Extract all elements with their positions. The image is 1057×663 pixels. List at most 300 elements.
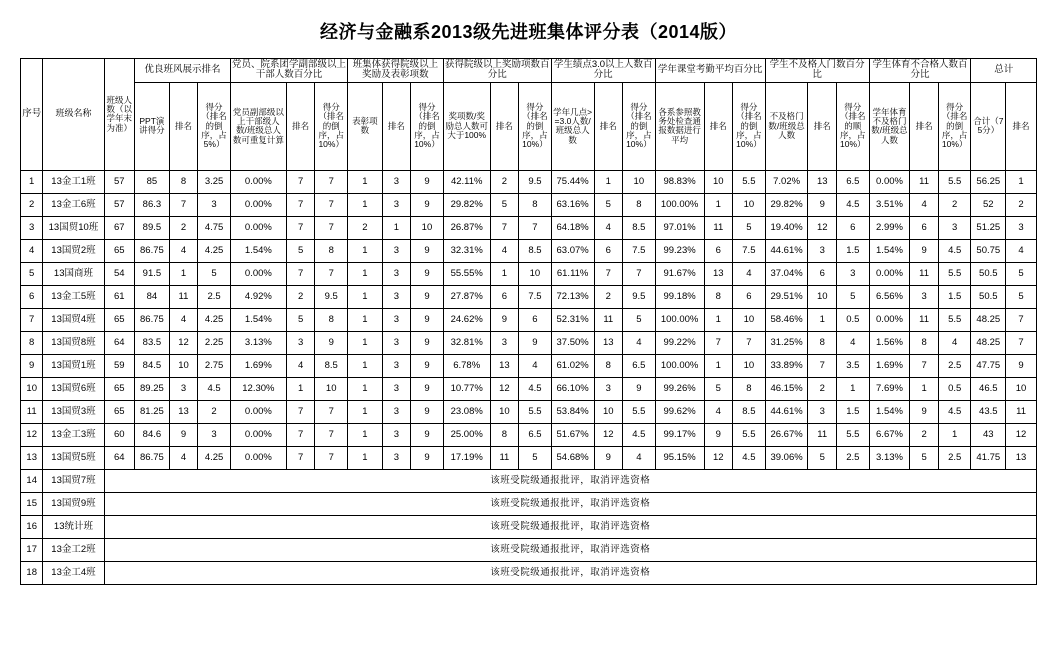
row-cell: 9: [169, 423, 198, 446]
row-cell: 4.5: [198, 377, 231, 400]
row-cell: 43.5: [971, 400, 1006, 423]
row-cell: 8: [704, 285, 733, 308]
row-cell: 5: [198, 262, 231, 285]
row-class-name: 13国贸7班: [43, 469, 104, 492]
row-class-name: 13金工5班: [43, 285, 104, 308]
row-cell: 4.5: [733, 446, 766, 469]
row-cell: 13: [704, 262, 733, 285]
row-cell: 7: [315, 400, 348, 423]
col-score-1: 得分（排名的倒序，占5%）: [198, 82, 231, 170]
row-cell: 9: [411, 285, 444, 308]
table-row-disqualified: [21, 561, 1037, 584]
row-class-name: 13金工2班: [43, 538, 104, 561]
row-cell: 91.67%: [655, 262, 704, 285]
row-cell: 9: [411, 446, 444, 469]
col-score-8: 得分（排名的倒序，占10%）: [938, 82, 971, 170]
row-cell: 55.55%: [443, 262, 490, 285]
row-cell: 3: [836, 262, 869, 285]
row-cell: 2: [286, 285, 315, 308]
row-cell: 3: [169, 377, 198, 400]
row-cell: 11: [169, 285, 198, 308]
row-class-name: 13国贸8班: [43, 331, 104, 354]
row-cell: 50.5: [971, 262, 1006, 285]
row-cell: 3: [286, 331, 315, 354]
row-cell: 32.31%: [443, 239, 490, 262]
row-cell: 10: [1006, 377, 1037, 400]
col-rank-3: 排名: [382, 82, 411, 170]
row-cell: 99.18%: [655, 285, 704, 308]
row-student-count: 60: [104, 423, 135, 446]
row-cell: 25.00%: [443, 423, 490, 446]
row-cell: 39.06%: [765, 446, 808, 469]
row-class-name: 13国贸6班: [43, 377, 104, 400]
row-cell: 24.62%: [443, 308, 490, 331]
row-cell: 7: [315, 446, 348, 469]
score-table-container: [0, 58, 1057, 585]
row-cell: 9: [411, 400, 444, 423]
row-student-count: 54: [104, 262, 135, 285]
row-cell: 11: [910, 170, 939, 193]
row-class-name: 13国贸4班: [43, 308, 104, 331]
row-cell: 7: [286, 446, 315, 469]
row-student-count: 64: [104, 446, 135, 469]
row-cell: 3: [382, 423, 411, 446]
table-row: [21, 262, 1037, 285]
row-class-name: 13金工4班: [43, 561, 104, 584]
row-cell: 6.67%: [869, 423, 910, 446]
col-awards-count: 表彰项数: [348, 82, 383, 170]
col-rank-6: 排名: [704, 82, 733, 170]
row-cell: 3: [910, 285, 939, 308]
row-cell: 100.00%: [655, 193, 704, 216]
row-cell: 4: [623, 331, 656, 354]
row-cell: 56.25: [971, 170, 1006, 193]
row-cell: 98.83%: [655, 170, 704, 193]
row-cell: 1.56%: [869, 331, 910, 354]
row-cell: 4.25: [198, 239, 231, 262]
row-cell: 7: [315, 170, 348, 193]
row-seq: 12: [21, 423, 43, 446]
row-cell: 6.5: [836, 170, 869, 193]
row-cell: 4.5: [836, 193, 869, 216]
row-cell: 100.00%: [655, 308, 704, 331]
row-student-count: 59: [104, 354, 135, 377]
table-row: [21, 400, 1037, 423]
group-attendance: 学年课堂考勤平均百分比: [655, 59, 765, 83]
row-cell: 5: [704, 377, 733, 400]
row-cell: 4: [623, 446, 656, 469]
row-cell: 99.26%: [655, 377, 704, 400]
row-cell: 5.5: [623, 400, 656, 423]
table-row: [21, 354, 1037, 377]
row-cell: 3: [382, 193, 411, 216]
row-cell: 1: [348, 446, 383, 469]
row-class-name: 13国贸5班: [43, 446, 104, 469]
row-cell: 7: [733, 331, 766, 354]
row-cell: 11: [704, 216, 733, 239]
row-class-name: 13国贸2班: [43, 239, 104, 262]
col-score-6: 得分（排名的倒序，占10%）: [733, 82, 766, 170]
header-group-row: [21, 59, 1037, 83]
row-cell: 63.07%: [551, 239, 594, 262]
row-cell: 6.5: [623, 354, 656, 377]
col-gpa-ratio: 学年几点>=3.0人数/班级总人数: [551, 82, 594, 170]
row-cell: 1: [910, 377, 939, 400]
row-cell: 11: [808, 423, 837, 446]
row-cell: 1: [348, 400, 383, 423]
row-cell: 6: [519, 308, 552, 331]
group-pe-ratio: 学生体育不合格人数百分比: [869, 59, 971, 83]
row-cell: 9.5: [315, 285, 348, 308]
row-cell: 5.5: [733, 170, 766, 193]
row-cell: 4: [938, 331, 971, 354]
row-cell: 2.5: [938, 354, 971, 377]
row-cell: 7.5: [623, 239, 656, 262]
row-cell: 37.04%: [765, 262, 808, 285]
row-cell: 8.5: [519, 239, 552, 262]
row-cell: 6: [836, 216, 869, 239]
row-cell: 5: [733, 216, 766, 239]
row-cell: 7: [286, 400, 315, 423]
row-cell: 5: [286, 239, 315, 262]
col-attendance: 各系参照教务处检查通报数据进行平均: [655, 82, 704, 170]
row-cell: 7: [1006, 308, 1037, 331]
col-score-2: 得分（排名的倒序，占10%）: [315, 82, 348, 170]
row-cell: 32.81%: [443, 331, 490, 354]
row-cell: 7.5: [519, 285, 552, 308]
row-student-count: 65: [104, 239, 135, 262]
row-cell: 72.13%: [551, 285, 594, 308]
row-student-count: 64: [104, 331, 135, 354]
row-cell: 9: [411, 331, 444, 354]
row-cell: 9: [411, 377, 444, 400]
row-cell: 7: [315, 262, 348, 285]
row-cell: 7.5: [733, 239, 766, 262]
row-cell: 10: [315, 377, 348, 400]
row-cell: 8: [623, 193, 656, 216]
row-cell: 12: [594, 423, 623, 446]
row-cell: 2: [808, 377, 837, 400]
row-cell: 86.75: [135, 446, 170, 469]
row-cell: 1.5: [938, 285, 971, 308]
row-class-name: 13国商班: [43, 262, 104, 285]
row-cell: 83.5: [135, 331, 170, 354]
header-sub-row-1: [21, 82, 1037, 170]
row-cell: 9: [910, 400, 939, 423]
row-cell: 10: [704, 170, 733, 193]
row-cell: 13: [169, 400, 198, 423]
row-cell: 7: [315, 423, 348, 446]
row-cell: 0.00%: [230, 216, 286, 239]
row-cell: 10: [411, 216, 444, 239]
row-seq: 16: [21, 515, 43, 538]
row-student-count: 57: [104, 170, 135, 193]
row-cell: 10: [490, 400, 519, 423]
row-seq: 8: [21, 331, 43, 354]
row-cell: 58.46%: [765, 308, 808, 331]
row-cell: 4: [169, 446, 198, 469]
row-disqualified-note: 该班受院级通报批评，取消评选资格: [104, 538, 1036, 561]
row-cell: 1: [704, 193, 733, 216]
col-rank-1: 排名: [169, 82, 198, 170]
row-cell: 86.3: [135, 193, 170, 216]
row-cell: 3: [382, 239, 411, 262]
row-cell: 3: [382, 400, 411, 423]
row-student-count: 61: [104, 285, 135, 308]
row-seq: 1: [21, 170, 43, 193]
row-cell: 8: [594, 354, 623, 377]
row-cell: 9: [519, 331, 552, 354]
row-cell: 52.31%: [551, 308, 594, 331]
col-rank-2: 排名: [286, 82, 315, 170]
row-disqualified-note: 该班受院级通报批评，取消评选资格: [104, 561, 1036, 584]
row-cell: 6: [704, 239, 733, 262]
row-seq: 17: [21, 538, 43, 561]
row-seq: 18: [21, 561, 43, 584]
row-cell: 1: [704, 354, 733, 377]
row-cell: 3: [382, 170, 411, 193]
score-table: [20, 58, 1037, 585]
row-cell: 2.25: [198, 331, 231, 354]
row-student-count: 57: [104, 193, 135, 216]
row-cell: 1: [1006, 170, 1037, 193]
row-cell: 84.6: [135, 423, 170, 446]
row-cell: 10: [594, 400, 623, 423]
table-row-disqualified: [21, 492, 1037, 515]
row-cell: 0.00%: [869, 170, 910, 193]
document-page: [0, 18, 1057, 663]
row-cell: 4: [836, 331, 869, 354]
table-row: [21, 423, 1037, 446]
row-cell: 8.5: [315, 354, 348, 377]
row-cell: 64.18%: [551, 216, 594, 239]
col-rank-7: 排名: [808, 82, 837, 170]
row-cell: 99.17%: [655, 423, 704, 446]
table-row-disqualified: [21, 469, 1037, 492]
row-cell: 9: [910, 239, 939, 262]
row-cell: 5: [286, 308, 315, 331]
row-cell: 8: [169, 170, 198, 193]
row-cell: 12.30%: [230, 377, 286, 400]
row-seq: 3: [21, 216, 43, 239]
row-cell: 10: [623, 170, 656, 193]
row-cell: 3: [808, 239, 837, 262]
row-cell: 37.50%: [551, 331, 594, 354]
page-title: 经济与金融系2013级先进班集体评分表（2014版）: [319, 22, 738, 42]
row-cell: 7.02%: [765, 170, 808, 193]
row-cell: 5: [623, 308, 656, 331]
row-cell: 0.5: [938, 377, 971, 400]
row-seq: 5: [21, 262, 43, 285]
row-cell: 0.00%: [869, 262, 910, 285]
row-cell: 9: [411, 262, 444, 285]
row-cell: 9: [623, 377, 656, 400]
col-cadre-ratio: 党员副部级以上干部级人数/班级总人数可重复计算: [230, 82, 286, 170]
row-cell: 1.54%: [869, 400, 910, 423]
row-disqualified-note: 该班受院级通报批评，取消评选资格: [104, 469, 1036, 492]
row-cell: 54.68%: [551, 446, 594, 469]
col-fail-ratio: 不及格门数/班级总人数: [765, 82, 808, 170]
row-cell: 85: [135, 170, 170, 193]
row-cell: 9: [490, 308, 519, 331]
row-cell: 7: [169, 193, 198, 216]
row-cell: 4: [704, 400, 733, 423]
row-cell: 8: [315, 308, 348, 331]
row-cell: 29.51%: [765, 285, 808, 308]
row-cell: 4.25: [198, 446, 231, 469]
row-cell: 33.89%: [765, 354, 808, 377]
row-cell: 1: [348, 308, 383, 331]
row-cell: 17.19%: [443, 446, 490, 469]
row-cell: 8: [519, 193, 552, 216]
row-cell: 13: [808, 170, 837, 193]
row-class-name: 13统计班: [43, 515, 104, 538]
table-row: [21, 331, 1037, 354]
col-rank-5: 排名: [594, 82, 623, 170]
row-cell: 3: [382, 308, 411, 331]
row-cell: 11: [1006, 400, 1037, 423]
row-cell: 51.25: [971, 216, 1006, 239]
row-cell: 5: [808, 446, 837, 469]
row-cell: 86.75: [135, 239, 170, 262]
row-cell: 1: [169, 262, 198, 285]
group-fail-ratio: 学生不及格人门数百分比: [765, 59, 869, 83]
row-cell: 2.5: [938, 446, 971, 469]
row-cell: 5: [594, 193, 623, 216]
row-cell: 13: [490, 354, 519, 377]
col-student-count: 班级人数（以学年末为准）: [104, 59, 135, 171]
row-cell: 6: [910, 216, 939, 239]
row-cell: 1: [704, 308, 733, 331]
row-cell: 1: [348, 170, 383, 193]
col-rank-4: 排名: [490, 82, 519, 170]
row-cell: 31.25%: [765, 331, 808, 354]
row-cell: 86.75: [135, 308, 170, 331]
row-cell: 4: [594, 216, 623, 239]
row-cell: 10.77%: [443, 377, 490, 400]
row-seq: 11: [21, 400, 43, 423]
table-row: [21, 285, 1037, 308]
row-cell: 42.11%: [443, 170, 490, 193]
row-seq: 13: [21, 446, 43, 469]
row-cell: 44.61%: [765, 239, 808, 262]
row-cell: 0.00%: [230, 170, 286, 193]
row-cell: 9: [411, 423, 444, 446]
row-cell: 2: [490, 170, 519, 193]
row-student-count: 65: [104, 308, 135, 331]
row-cell: 1: [348, 193, 383, 216]
row-cell: 46.5: [971, 377, 1006, 400]
row-cell: 7: [286, 193, 315, 216]
row-cell: 4.5: [519, 377, 552, 400]
row-cell: 1: [808, 308, 837, 331]
row-cell: 7: [286, 216, 315, 239]
row-cell: 3.13%: [869, 446, 910, 469]
row-cell: 5: [1006, 262, 1037, 285]
row-cell: 1: [490, 262, 519, 285]
row-class-name: 13国贸9班: [43, 492, 104, 515]
row-cell: 12: [1006, 423, 1037, 446]
row-cell: 7: [704, 331, 733, 354]
row-cell: 48.25: [971, 308, 1006, 331]
row-cell: 2: [348, 216, 383, 239]
col-ppt: PPT演讲得分: [135, 82, 170, 170]
row-cell: 3: [198, 193, 231, 216]
row-cell: 5.5: [519, 400, 552, 423]
row-cell: 99.22%: [655, 331, 704, 354]
row-cell: 11: [910, 262, 939, 285]
row-cell: 1: [348, 331, 383, 354]
row-cell: 9: [411, 354, 444, 377]
row-cell: 2: [594, 285, 623, 308]
row-student-count: 65: [104, 400, 135, 423]
row-cell: 52: [971, 193, 1006, 216]
row-cell: 61.02%: [551, 354, 594, 377]
row-class-name: 13金工1班: [43, 170, 104, 193]
col-seq: 序号: [21, 59, 43, 171]
row-class-name: 13国贸3班: [43, 400, 104, 423]
row-cell: 7: [315, 216, 348, 239]
row-cell: 12: [808, 216, 837, 239]
row-cell: 3: [808, 400, 837, 423]
col-total-score: 合计（75分）: [971, 82, 1006, 170]
table-row: [21, 216, 1037, 239]
row-cell: 11: [594, 308, 623, 331]
row-cell: 0.00%: [230, 262, 286, 285]
row-disqualified-note: 该班受院级通报批评，取消评选资格: [104, 492, 1036, 515]
row-cell: 97.01%: [655, 216, 704, 239]
row-cell: 51.67%: [551, 423, 594, 446]
row-cell: 10: [169, 354, 198, 377]
row-cell: 5.5: [938, 262, 971, 285]
row-cell: 23.08%: [443, 400, 490, 423]
group-class-style: 优良班风展示排名: [135, 59, 231, 83]
row-cell: 9: [808, 193, 837, 216]
row-cell: 1.5: [836, 400, 869, 423]
row-cell: 9: [411, 239, 444, 262]
row-cell: 100.00%: [655, 354, 704, 377]
row-cell: 5.5: [938, 308, 971, 331]
row-cell: 9: [411, 170, 444, 193]
row-cell: 12: [704, 446, 733, 469]
row-cell: 4: [169, 308, 198, 331]
row-cell: 3.51%: [869, 193, 910, 216]
row-cell: 53.84%: [551, 400, 594, 423]
row-cell: 50.5: [971, 285, 1006, 308]
row-cell: 4: [1006, 239, 1037, 262]
row-cell: 4: [490, 239, 519, 262]
row-cell: 3: [1006, 216, 1037, 239]
row-cell: 7: [315, 193, 348, 216]
row-cell: 84.5: [135, 354, 170, 377]
row-cell: 26.87%: [443, 216, 490, 239]
row-cell: 3: [382, 354, 411, 377]
row-cell: 11: [490, 446, 519, 469]
row-cell: 1: [348, 262, 383, 285]
row-cell: 99.62%: [655, 400, 704, 423]
row-cell: 0.00%: [230, 193, 286, 216]
row-seq: 6: [21, 285, 43, 308]
row-cell: 8: [733, 377, 766, 400]
row-cell: 3: [382, 377, 411, 400]
row-cell: 1.54%: [230, 239, 286, 262]
row-cell: 4.5: [938, 400, 971, 423]
row-cell: 0.00%: [230, 446, 286, 469]
row-cell: 2: [198, 400, 231, 423]
row-cell: 1.5: [836, 239, 869, 262]
row-seq: 2: [21, 193, 43, 216]
row-cell: 89.25: [135, 377, 170, 400]
